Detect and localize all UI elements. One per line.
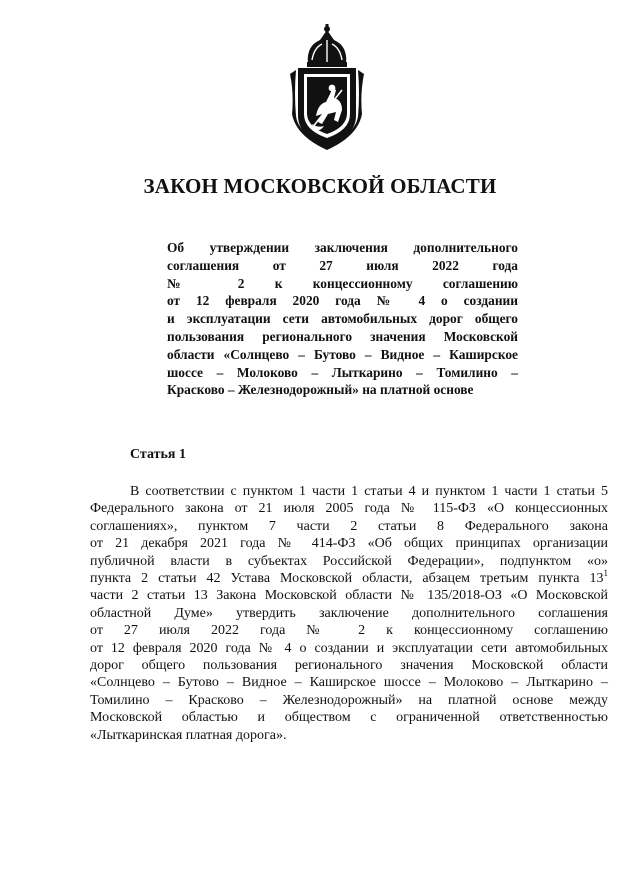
law-subtitle [167, 239, 518, 399]
footnote-superscript: 1 [603, 568, 608, 579]
subtitle-line: № 2 к концессионному соглашению [167, 275, 518, 291]
article-line: от 27 июля 2022 года № 2 к концессионному соглашению [90, 623, 608, 639]
article-line: Федерального закона от 21 июля 2005 года № 115-ФЗ «О концессионных [90, 501, 608, 517]
subtitle-line: от 12 февраля 2020 года № 4 о создании [167, 293, 518, 309]
article-line: от 21 декабря 2021 года № 414-ФЗ «Об общих принципах организации [90, 536, 608, 552]
subtitle-line: и эксплуатации сети автомобильных дорог общего [167, 311, 518, 327]
article-line: соглашениях», пунктом 7 части 2 статьи 8 Федерального закона [90, 518, 608, 534]
article-line: «Солнцево – Бутово – Видное – Каширское шоссе – Молоково – Лыткарино – [90, 675, 608, 691]
subtitle-line: пользования регионального значения Московской [167, 328, 518, 344]
article-line: дорог общего пользования регионального значения Московской области [90, 658, 608, 674]
article-line: от 12 февраля 2020 года № 4 о создании и эксплуатации сети автомобильных [90, 640, 608, 656]
article-line: Московской областью и обществом с ограниченной ответственностью [90, 710, 608, 726]
law-title: ЗАКОН МОСКОВСКОЙ ОБЛАСТИ [143, 174, 497, 198]
subtitle-line: соглашения от 27 июля 2022 года [167, 257, 518, 273]
article-line: «Лыткаринская платная дорога». [90, 727, 287, 743]
article-line: областной Думе» утвердить заключение дополнительного соглашения [90, 605, 608, 621]
article-line: Томилино – Красково – Железнодорожный» на платной основе между [90, 692, 608, 708]
subtitle-line: области «Солнцево – Бутово – Видное – Каширское [167, 346, 518, 362]
subtitle-line: Красково – Железнодорожный» на платной основе [167, 382, 474, 398]
article-heading: Статья 1 [130, 447, 186, 462]
article-body [90, 483, 608, 744]
subtitle-line: шоссе – Молоково – Лыткарино – Томилино – [167, 364, 518, 380]
article-line: публичной власти в субъектах Российской Федерации», подпунктом «о» [90, 553, 608, 569]
article-line: части 2 статьи 13 Закона Московской области № 135/2018-ОЗ «О Московской [90, 588, 608, 604]
article-line: пункта 2 статьи 42 Устава Московской области, абзацем третьим пункта $13^1$ [90, 568, 608, 587]
moscow-oblast-coat-of-arms-icon [286, 24, 368, 150]
subtitle-line: Об утверждении заключения дополнительного [167, 240, 518, 255]
article-line: В соответствии с пунктом 1 части 1 статьи 4 и пунктом 1 части 1 статьи 5 [130, 484, 608, 499]
